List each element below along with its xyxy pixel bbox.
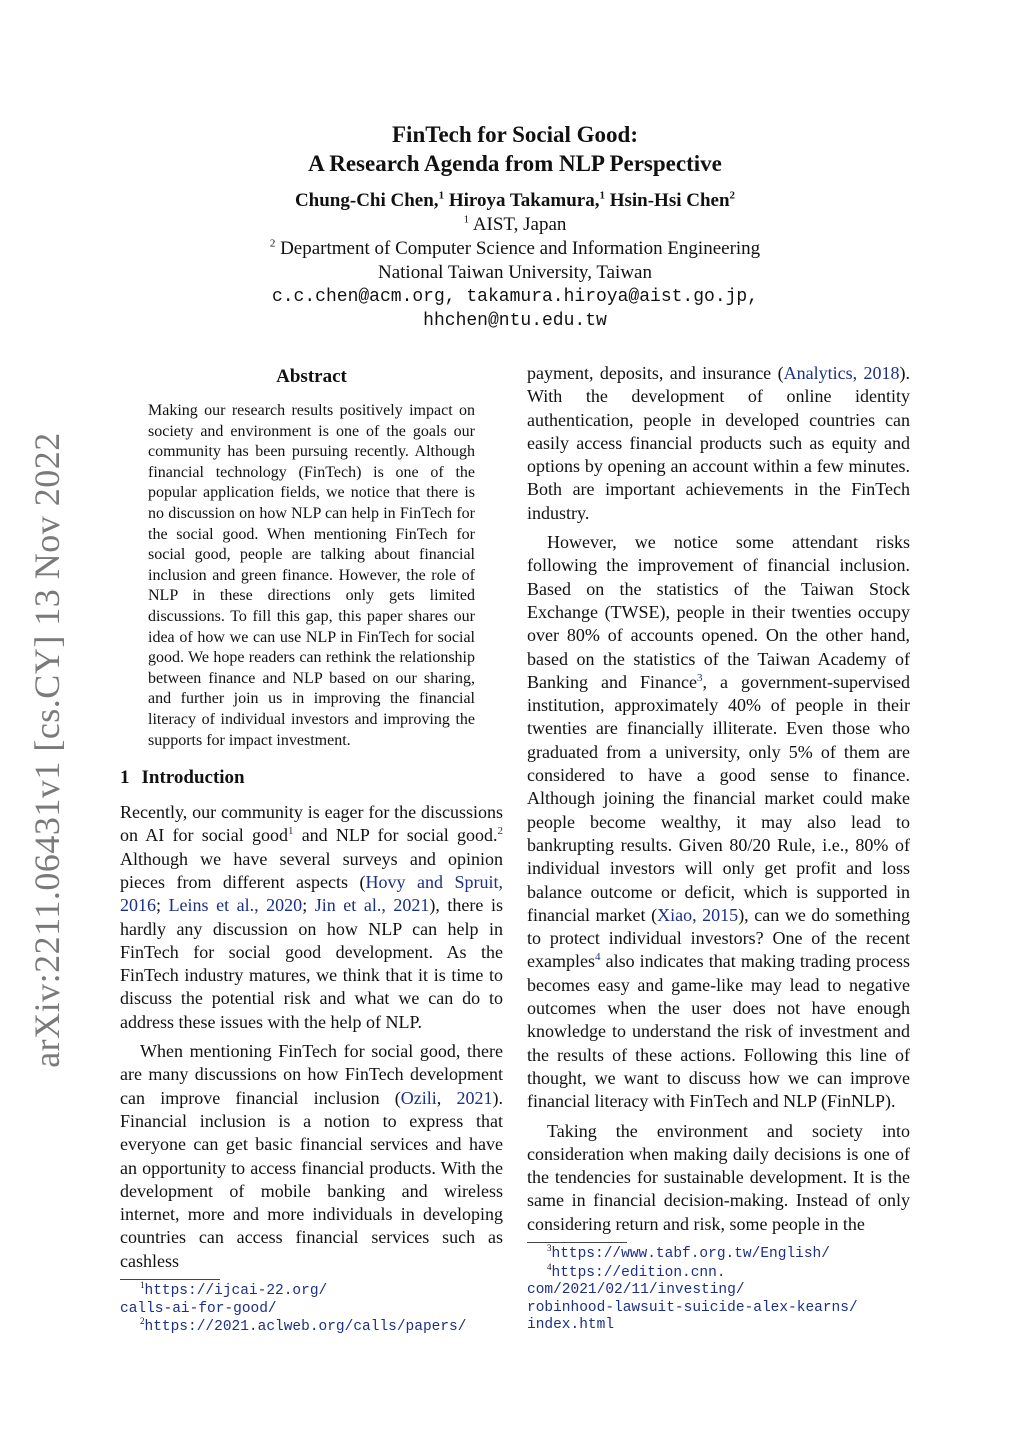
author-list: [120, 189, 910, 213]
affiliation-2-mark: 2: [269, 237, 276, 250]
footnote-4-url-cont-2[interactable]: robinhood-lawsuit-suicide-alex-kearns/: [527, 1299, 858, 1316]
intro-paragraph-3: [527, 531, 910, 1113]
text-run: ;: [156, 895, 169, 916]
citation-link[interactable]: Hovy and Spruit, 2016: [120, 871, 504, 916]
text-run: Recently, our community is eager for the discussions on AI for social good: [120, 802, 503, 846]
text-run: and NLP for social good.: [293, 825, 498, 846]
text-run: , a government-supervised institution, approximately 40% of people in their twenties are financially illiterate. Even those who graduated from a university, only 5% of them are considered to have a good sense to finance. Although joining the financial market could make people become wealthy, it may also lead to bankrupting results. Given 80/20 Rule, i.e., 80% of individual investors will only get profit and loss balance outcome or deficit, which is supported in financial market (: [527, 671, 910, 925]
section-title: Introduction: [141, 767, 245, 789]
citation-link[interactable]: Jin et al., 2021: [314, 895, 430, 916]
text-run: ). Financial inclusion is a notion to express that everyone can get basic financial services and have an opportunity to access financial products. With the development of mobile banking and wireless internet, more and more individuals in developing countries can access financial services such as cashless: [120, 1087, 504, 1271]
footnote-2: [120, 1318, 503, 1337]
footnote-3-number: 3: [547, 1243, 552, 1254]
affiliation-1: [120, 213, 910, 237]
citation-link[interactable]: Leins et al., 2020: [168, 895, 303, 916]
citation-link[interactable]: Analytics, 2018: [783, 363, 900, 383]
title-line-2: A Research Agenda from NLP Perspective: [308, 151, 722, 176]
affiliation-2-line-1: Department of Computer Science and Information Engineering: [280, 238, 761, 259]
footnote-4: [527, 1261, 910, 1335]
text-run: ), there is hardly any discussion on how NLP can help in FinTech for social good development. As the FinTech industry matures, we think that it is time to discuss the potential risk and what we can do to address these issues with the help of NLP.: [120, 895, 503, 1032]
abstract-heading: Abstract: [276, 366, 347, 387]
text-run: ;: [302, 895, 315, 916]
intro-paragraph-4: Taking the environment and society into consideration when making daily decisions is one of the tendencies for sustainable development. It is the same in financial decision-making. Instead of only considering return and risk, some people in the: [527, 1120, 910, 1234]
footnote-4-url-cont-3[interactable]: index.html: [527, 1317, 615, 1334]
title-line-1: FinTech for Social Good:: [392, 122, 638, 147]
footnote-ref-3[interactable]: 3: [697, 671, 703, 684]
author-2: Hiroya Takamura,: [448, 190, 600, 211]
author-3: Hsin-Hsi Chen: [609, 190, 730, 211]
affiliation-1-mark: 1: [463, 213, 470, 226]
footnote-2-number: 2: [140, 1316, 145, 1327]
footnote-1-number: 1: [140, 1280, 145, 1291]
footnote-ref-1[interactable]: 1: [287, 825, 294, 838]
intro-paragraph-2-continued: [527, 362, 910, 525]
email-line-2: hhchen@ntu.edu.tw: [423, 311, 607, 331]
text-run: Although we have several surveys and opinion pieces from different aspects (: [120, 848, 503, 892]
text-run: When mentioning FinTech for social good, there are many discussions on how FinTech development can improve financial inclusion (: [120, 1041, 503, 1108]
footnote-rule: [527, 1242, 627, 1243]
text-run: ), can we do something to protect individual investors? One of the recent examples: [527, 904, 910, 972]
arxiv-id: arXiv:2211.06431v1 [cs.CY] 13 Nov 2022: [27, 432, 67, 1068]
title-block: [120, 120, 910, 333]
author-1-affil: 1: [438, 189, 445, 202]
text-run: ,: [436, 1087, 457, 1108]
citation-link[interactable]: Ozili: [400, 1087, 437, 1108]
footnote-4-url-cont-1[interactable]: com/2021/02/11/investing/: [527, 1282, 745, 1299]
affiliation-1-text: AIST, Japan: [472, 214, 567, 235]
footnote-3: [527, 1245, 910, 1264]
intro-paragraph-2: [120, 1040, 503, 1273]
footnote-4-number: 4: [547, 1261, 552, 1272]
footnote-1-url[interactable]: https://ijcai-22.org/: [144, 1283, 328, 1300]
paper-title: [120, 120, 910, 178]
footnote-1-url-cont[interactable]: calls-ai-for-good/: [120, 1300, 277, 1317]
footnote-4-url[interactable]: https://edition.cnn.: [551, 1264, 726, 1281]
section-number: 1: [120, 767, 130, 789]
text-run: ). With the development of online identity authentication, people in developed countries can easily access financial products such as equity and options by opening an account within a few minutes. Both are important achievements in the FinTech industry.: [527, 363, 910, 523]
email-line-1: c.c.chen@acm.org, takamura.hiroya@aist.go.jp,: [271, 287, 759, 307]
footnote-3-url[interactable]: https://www.tabf.org.tw/English/: [551, 1245, 830, 1262]
footnote-1: [120, 1282, 503, 1318]
footnote-ref-2[interactable]: 2: [497, 825, 503, 838]
right-column: [527, 362, 910, 1335]
text-run: However, we notice some attendant risks following the improvement of financial inclusion. Based on the statistics of the Taiwan Stock Exchange (TWSE), people in their twenties occupy over 80% of accounts opened. On the other hand, based on the statistics of the Taiwan Academy of Banking and Finance: [527, 532, 910, 692]
section-heading-introduction: [120, 767, 503, 789]
citation-link[interactable]: Xiao, 2015: [657, 904, 739, 925]
text-run: also indicates that making trading process becomes easy and game-like may lead to negative outcomes when the user does not have enough knowledge to understand the risk of investment and the results of these actions. Following this line of thought, we want to discuss how we can improve financial literacy with FinTech and NLP (FinNLP).: [527, 951, 910, 1112]
affiliation-2: [120, 237, 910, 261]
footnote-rule: [120, 1279, 220, 1280]
citation-link[interactable]: 2021: [456, 1087, 493, 1108]
intro-paragraph-1: [120, 801, 503, 1034]
author-1: Chung-Chi Chen,: [294, 190, 439, 211]
text-run: payment, deposits, and insurance (: [527, 363, 784, 383]
affiliation-2-line-2: National Taiwan University, Taiwan: [377, 262, 652, 283]
abstract-text: Making our research results positively impact on society and environment is one of the goals our community has been pursuing recently. Although financial technology (FinTech) is one of the popular application fields, we notice that there is no discussion on how NLP can help in FinTech for the social good. When mentioning FinTech for social good, people are talking about financial inclusion and green finance. However, the role of NLP in these directions only gets limited discussions. To fill this gap, this paper shares our idea of how we can use NLP in FinTech for social good. We hope readers can rethink the relationship between finance and NLP based on our sharing, and further join us in improving the financial literacy of individual investors and improving the supports for impact investment.: [148, 402, 475, 749]
author-2-affil: 1: [599, 189, 605, 202]
footnote-2-url[interactable]: https://2021.aclweb.org/calls/papers/: [144, 1319, 467, 1336]
author-3-affil: 2: [729, 189, 736, 202]
arxiv-watermark: [22, 432, 72, 1068]
footnote-ref-4[interactable]: 4: [594, 951, 601, 964]
left-column: [120, 362, 503, 1337]
